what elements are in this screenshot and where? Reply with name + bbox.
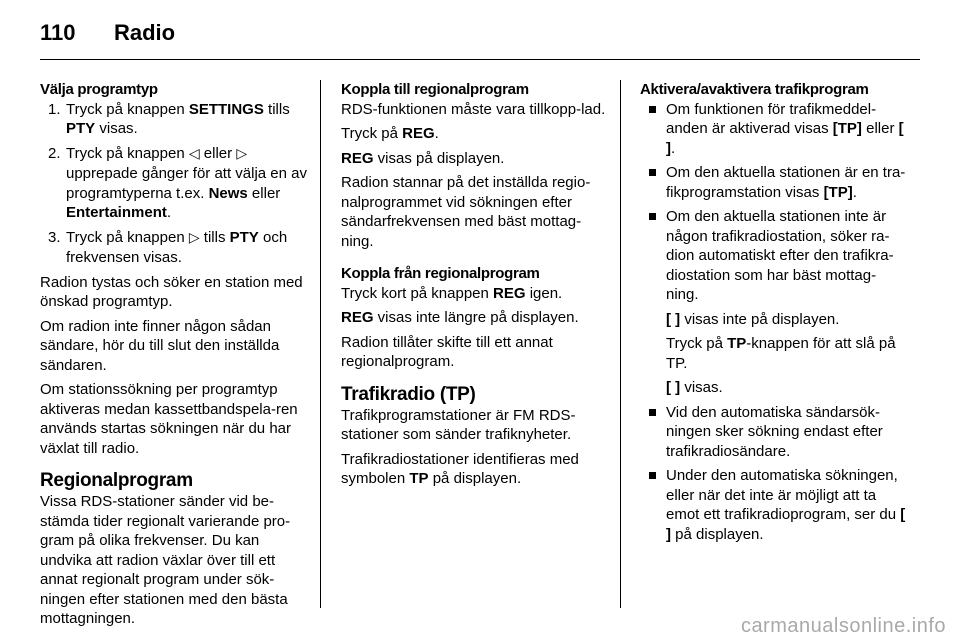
bullet-square-icon: [649, 213, 656, 220]
paragraph: Om radion inte finner någon sådan sändare, hör du till slut den inställda sändaren.: [40, 317, 280, 374]
paragraph: Radion tystas och söker en station med önskad programtyp.: [40, 273, 303, 310]
paragraph: Trafikradiostationer identifieras med symbolen TP på displayen.: [341, 450, 579, 487]
page-title: Radio: [114, 20, 176, 45]
paragraph: RDS-funktionen måste vara tillkopp-lad.: [341, 100, 606, 118]
paragraph: Om stationssökning per programtyp aktiveras medan kassettbandspela-ren används startas sökningen när du har växlat till radio.: [40, 381, 298, 457]
section-heading-traffic-radio: Trafikradio (TP): [341, 383, 476, 405]
section-heading-regional: Regionalprogram: [40, 470, 193, 491]
column-2: [341, 80, 609, 494]
steps-list: [40, 100, 308, 268]
bullet-square-icon: [649, 409, 656, 416]
left-triangle-button-icon: ◁: [188, 145, 200, 162]
right-triangle-button-icon: ▷: [188, 229, 200, 246]
paragraph: REG visas på displayen.: [341, 149, 505, 167]
bullet-list: [640, 403, 908, 545]
column-divider-2: [620, 80, 621, 608]
list-item: Vid den automatiska sändarsök-ningen sker sökning endast efter trafikradiosändare.: [640, 403, 908, 462]
right-triangle-button-icon: ▷: [236, 145, 248, 162]
step-1: 1. Tryck på knappen SETTINGS tills PTY visas.: [48, 100, 290, 137]
paragraph: Radion tillåter skifte till ett annat regionalprogram.: [341, 333, 553, 370]
column-divider-1: [320, 80, 321, 608]
step-2: 2. Tryck på knappen ◁ eller ▷ upprepade gånger för att välja en av programtyperna t.ex. News eller Entertainment.: [48, 144, 308, 221]
paragraph: Vissa RDS-stationer sänder vid be-stämda tider regionalt varierande pro-gram på olika frekvenser. Du kan undvika att radion växlar över till ett annat regionalt program under sök-ningen efter stationen med den bästa mottagningen.: [40, 493, 291, 627]
paragraph: [ ] visas.: [666, 379, 723, 396]
bullet-square-icon: [649, 169, 656, 176]
page-number: 110: [40, 20, 76, 45]
bullet-square-icon: [649, 472, 656, 479]
paragraph: Trafikprogramstationer är FM RDS-stationer som sänder trafiknyheter.: [341, 406, 576, 443]
paragraph: REG visas inte längre på displayen.: [341, 309, 579, 326]
list-item: Om den aktuella stationen är en tra-fikprogramstation visas [TP].: [640, 163, 908, 202]
paragraph: Tryck kort på knappen REG igen.: [341, 284, 563, 302]
list-item: Under den automatiska sökningen, eller när det inte är möjligt att ta emot ett trafikradioprogram, ser du [ ] på displayen.: [640, 466, 908, 544]
column-3: [640, 80, 908, 549]
paragraph: Tryck på TP-knappen för att slå på TP.: [666, 335, 896, 372]
list-item: Om funktionen för trafikmeddel-anden är aktiverad visas [TP] eller [ ].: [640, 100, 908, 159]
subheading-disable-regional: Koppla från regionalprogram: [341, 265, 540, 282]
bullet-square-icon: [649, 106, 656, 113]
subheading-enable-regional: Koppla till regionalprogram: [341, 81, 529, 98]
subheading-toggle-traffic: Aktivera/avaktivera trafikprogram: [640, 81, 869, 98]
paragraph: Tryck på REG.: [341, 125, 439, 142]
paragraph: [ ] visas inte på displayen.: [666, 310, 840, 328]
list-item: Om den aktuella stationen inte är någon trafikradiostation, söker ra-dion automatiskt efter den trafikra-diostation som har bäst mottag-ning.: [640, 207, 908, 305]
subheading-select-program-type: Välja programtyp: [40, 81, 158, 98]
column-1: [40, 80, 308, 634]
header-divider: [40, 59, 920, 60]
paragraph: Radion stannar på det inställda regio-nalprogrammet vid sökningen efter sändarfrekvensen med bäst mottag-ning.: [341, 174, 591, 250]
watermark: carmanualsonline.info: [740, 614, 946, 637]
page-header: [40, 20, 175, 46]
bullet-list: [640, 100, 908, 305]
step-3: 3. Tryck på knappen ▷ tills PTY och frekvensen visas.: [48, 228, 288, 266]
